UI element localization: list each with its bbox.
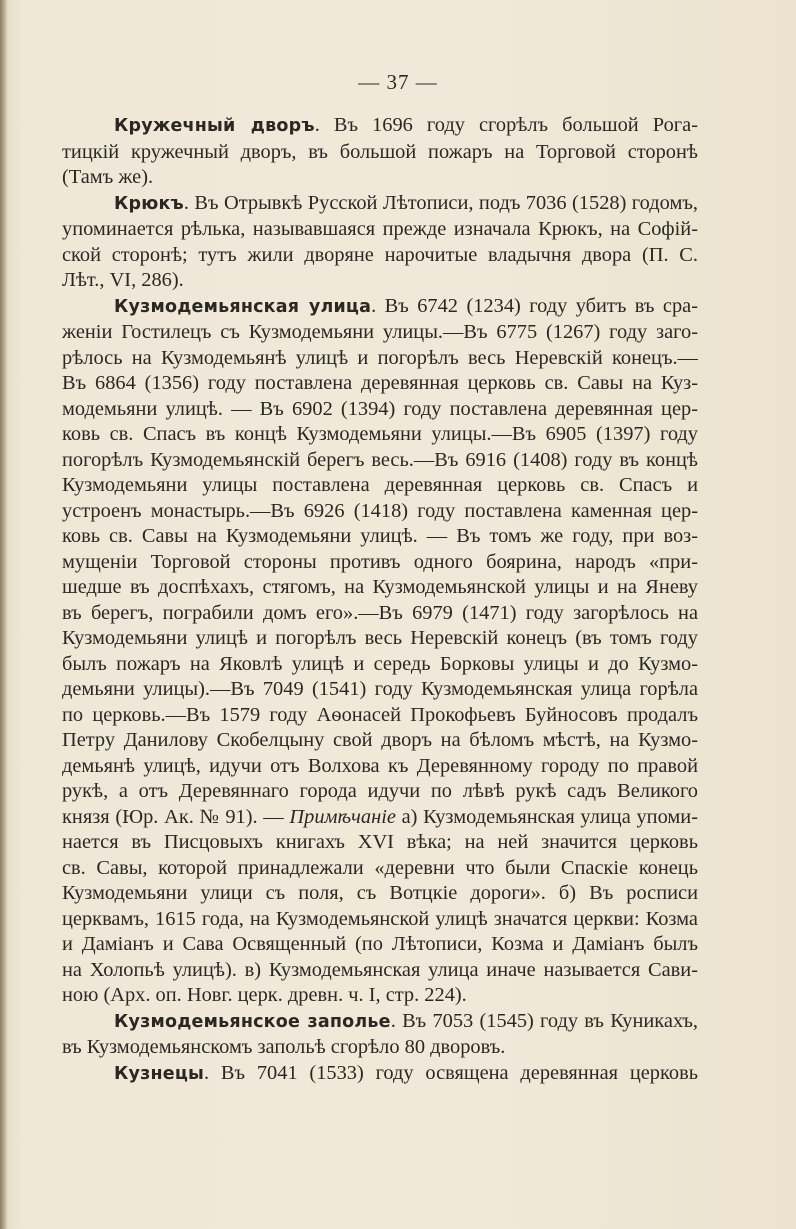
entry-line: Въ 6864 (1356) году поставлена деревянная церковь св. Савы на Куз- bbox=[62, 372, 698, 394]
entry-line: (Тамъ же). bbox=[62, 166, 154, 188]
entry-text: . Въ 7053 (1545) году въ Куникахъ, bbox=[390, 1009, 698, 1032]
note-label: Примѣчаніе bbox=[289, 805, 396, 828]
entry-text: . Въ 7041 (1533) году освящена деревянная церковь bbox=[204, 1061, 698, 1084]
entry-line: тицкій кружечный дворъ, въ большой пожаръ на Торговой сторонѣ bbox=[62, 140, 698, 163]
entry-text: . Въ Отрывкѣ Русской Лѣтописи, подъ 7036 (1528) годомъ, bbox=[183, 191, 698, 214]
entry-line: церквамъ, 1615 года, на Кузмодемьянской улицѣ значатся церкви: Козма bbox=[62, 907, 698, 930]
entry-term: Кузнецы bbox=[114, 1063, 205, 1084]
entry-term: Кружечный дворъ bbox=[114, 116, 315, 136]
entry-line: демьяни улицы).—Въ 7049 (1541) году Кузмодемьянская улица горѣла bbox=[62, 678, 698, 700]
entry-term: Кузмодемьянская улица bbox=[114, 296, 372, 317]
entry-line: Кузмодемьяни улици съ поля, съ Вотцкіе дороги». б) Въ росписи bbox=[62, 882, 698, 904]
entry-line: по церковь.—Въ 1579 году Аѳонасей Прокофьевъ Буйносовъ продалъ bbox=[62, 703, 698, 726]
entry-term: Крюкъ bbox=[114, 193, 184, 214]
entry-line: ною (Арх. оп. Новг. церк. древн. ч. I, стр. 224). bbox=[62, 984, 467, 1006]
note-text: а) Кузмодемьянская улица упоми- bbox=[395, 805, 698, 828]
entry-line: модемьяни улицѣ. — Въ 6902 (1394) году поставлена деревянная цер- bbox=[62, 397, 698, 420]
page-body bbox=[62, 113, 698, 1087]
entry-line: ковь св. Савы на Кузмодемьяни улицѣ. — Въ томъ же году, при воз- bbox=[62, 525, 698, 547]
entry-line: погорѣлъ Кузмодемьянскій берегъ весь.—Въ 6916 (1408) году въ концѣ bbox=[62, 448, 698, 471]
entry-line: и Даміанъ и Сава Освященный (по Лѣтописи, Козма и Даміанъ былъ bbox=[62, 933, 698, 955]
entry-line bbox=[62, 805, 698, 831]
entry-line bbox=[62, 1009, 698, 1036]
page-binding-edge bbox=[0, 0, 8, 1229]
entry-line: Лѣт., VI, 286). bbox=[62, 269, 184, 291]
entry-text: . Въ 6742 (1234) году убитъ въ сра- bbox=[371, 294, 698, 317]
entry-text: князя (Юр. Ак. № 91). — bbox=[62, 805, 290, 828]
entry-line: Кузмодемьяни улицы поставлена деревянная церковь св. Спасъ и bbox=[62, 474, 698, 496]
entry-line: былъ пожаръ на Яковлѣ улицѣ и середь Борковы улицы и до Кузмо- bbox=[62, 652, 698, 675]
entry-text: . Въ 1696 году сгорѣлъ большой Рога- bbox=[314, 114, 698, 136]
entry-line bbox=[62, 1061, 698, 1088]
entry-line: ской сторонѣ; тутъ жили дворяне нарочитые владычня двора (П. С. bbox=[62, 243, 698, 266]
entry-line: мущеніи Торговой стороны противъ одного боярина, народъ «при- bbox=[62, 550, 698, 573]
entry-line bbox=[62, 113, 698, 140]
entry-line: упоминается рѣлька, называвшаяся прежде изначала Крюкъ, на Софій- bbox=[62, 218, 698, 240]
page-number: — 37 — bbox=[358, 70, 438, 94]
entry-line: Петру Данилову Скобелцыну свой дворъ на бѣломъ мѣстѣ, на Кузмо- bbox=[62, 729, 698, 751]
entry-line: рѣлось на Кузмодемьянѣ улицѣ и погорѣлъ весь Неревскій конецъ.— bbox=[62, 346, 698, 369]
entry-term: Кузмодемьянское заполье bbox=[114, 1011, 391, 1032]
entry-line: рукѣ, а отъ Деревяннаго города идучи по лѣвѣ рукѣ садъ Великого bbox=[62, 780, 698, 802]
entry-line: нается въ Писцовыхъ книгахъ XVI вѣка; на ней значится церковь bbox=[62, 831, 698, 853]
entry-line: демьянѣ улицѣ, идучи отъ Волхова къ Деревянному городу по правой bbox=[62, 754, 698, 777]
entry-line: устроенъ монастырь.—Въ 6926 (1418) году поставлена каменная цер- bbox=[62, 499, 698, 522]
entry-line: шедше въ доспѣхахъ, стягомъ, на Кузмодемьянской улицы и на Яневу bbox=[62, 576, 698, 598]
entry-line: въ берегъ, пограбили домъ его».—Въ 6979 (1471) году загорѣлось на bbox=[62, 601, 698, 624]
entry-line: въ Кузмодемьянскомъ запольѣ сгорѣло 80 дворовъ. bbox=[62, 1036, 506, 1058]
entry-line bbox=[62, 191, 698, 218]
entry-line: ковь св. Спасъ въ концѣ Кузмодемьяни улицы.—Въ 6905 (1397) году bbox=[62, 423, 698, 445]
entry-line bbox=[62, 294, 698, 321]
entry-line: женіи Гостилецъ съ Кузмодемьяни улицы.—Въ 6775 (1267) году заго- bbox=[62, 321, 698, 343]
entry-line: на Холопьѣ улицѣ). в) Кузмодемьянская улица иначе называется Сави- bbox=[62, 958, 698, 981]
entry-line: Кузмодемьяни улицѣ и погорѣлъ весь Неревскій конецъ (въ томъ году bbox=[62, 627, 698, 649]
entry-line: св. Савы, которой принадлежали «деревни что были Спаскіе конець bbox=[62, 856, 698, 879]
